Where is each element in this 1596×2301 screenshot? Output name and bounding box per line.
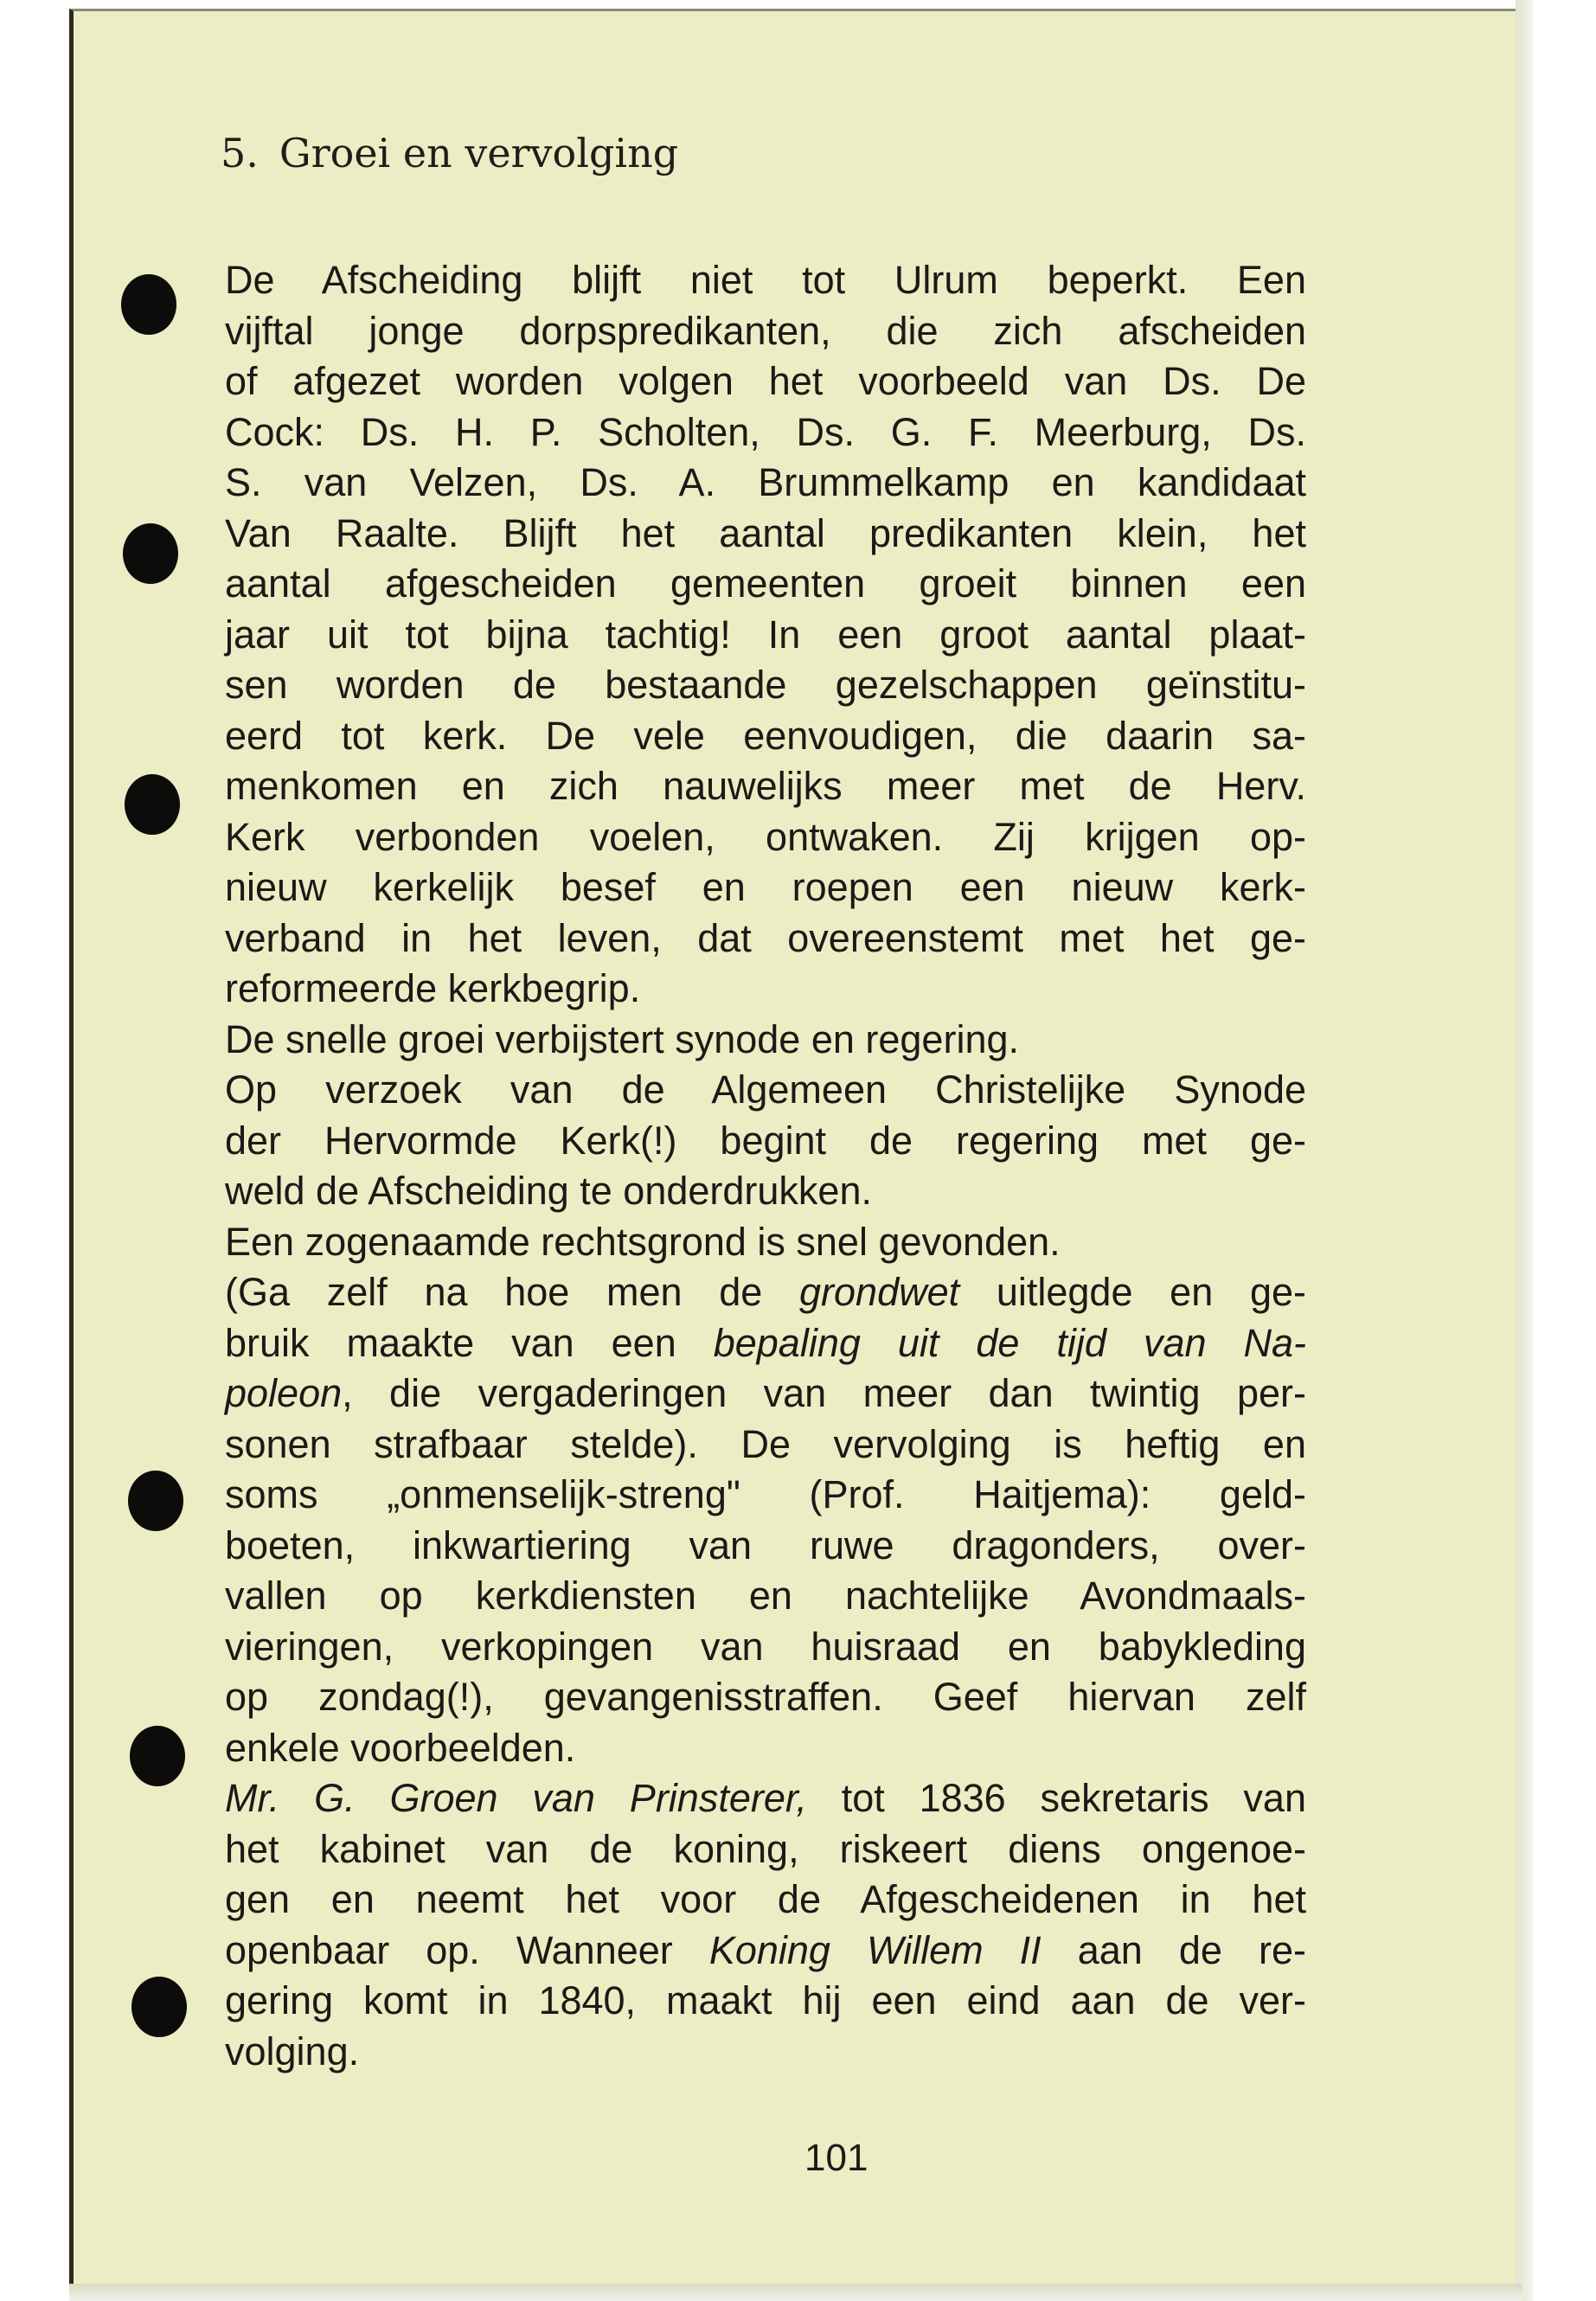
binder-hole [130, 1726, 185, 1786]
text-line: Cock: Ds. H. P. Scholten, Ds. G. F. Meerburg, Ds. [225, 409, 1306, 454]
text-line: openbaar op. Wanneer Koning Willem II aan de re- [225, 1927, 1307, 1972]
page-bottom-edge [69, 2284, 1522, 2301]
text-line: gering komt in 1840, maakt hij een eind aan de ver- [225, 1978, 1306, 2022]
text-line: sen worden de bestaande gezelschappen geïnstitu- [225, 663, 1306, 707]
section-title: Groei en vervolging [279, 130, 679, 176]
text-line: S. van Velzen, Ds. A. Brummelkamp en kandidaat [225, 460, 1306, 504]
text-line: nieuw kerkelijk besef en roepen een nieuw kerk- [225, 865, 1306, 909]
body-text [225, 255, 1306, 2077]
text-line: boeten, inkwartiering van ruwe dragonders, over- [225, 1522, 1306, 1567]
emphasis: grondwet [799, 1270, 960, 1314]
text-line: vijftal jonge dorpspredikanten, die zich afscheiden [225, 308, 1306, 353]
text-line: of afgezet worden volgen het voorbeeld van Ds. De [225, 359, 1306, 403]
text-line: soms „onmenselijk-streng" (Prof. Haitjema): geld- [225, 1472, 1306, 1516]
text-line: Mr. G. Groen van Prinsterer, tot 1836 sekretaris van [225, 1776, 1306, 1820]
text-line: reformeerde kerkbegrip. [225, 966, 641, 1010]
text-line: vallen op kerkdiensten en nachtelijke Avondmaals- [225, 1574, 1306, 1618]
text-line: Kerk verbonden voelen, ontwaken. Zij krijgen op- [225, 814, 1306, 859]
text-line: Van Raalte. Blijft het aantal predikanten klein, het [225, 510, 1306, 555]
binder-hole [123, 523, 178, 584]
text-line: De snelle groei verbijstert synode en regering. [225, 1016, 1019, 1061]
text-line: der Hervormde Kerk(!) begint de regering met ge- [225, 1118, 1306, 1163]
section-heading [221, 130, 678, 176]
text-line: het kabinet van de koning, riskeert diens ongenoe- [225, 1826, 1306, 1871]
text-line: eerd tot kerk. De vele eenvoudigen, die daarin sa- [225, 713, 1306, 758]
text-line: gen en neemt het voor de Afgescheidenen in het [225, 1877, 1306, 1921]
text-line: aantal afgescheiden gemeenten groeit binnen een [225, 561, 1306, 606]
text-line: op zondag(!), gevangenisstraffen. Geef hiervan zelf [225, 1675, 1306, 1719]
text-line: Op verzoek van de Algemeen Christelijke Synode [225, 1067, 1306, 1112]
text-line: menkomen en zich nauwelijks meer met de Herv. [225, 764, 1306, 808]
emphasis: poleon [225, 1371, 343, 1415]
text-line: verband in het leven, dat overeenstemt met het ge- [225, 915, 1306, 960]
emphasis: Koning Willem II [708, 1927, 1042, 1972]
text-line: weld de Afscheiding te onderdrukken. [225, 1169, 872, 1213]
emphasis: bepaling uit de tijd van Na- [713, 1320, 1307, 1365]
text-line: jaar uit tot bijna tachtig! In een groot aantal plaat- [225, 612, 1306, 657]
text-line: bruik maakte van een bepaling uit de tijd van Na- [225, 1320, 1307, 1365]
section-number: 5. [221, 130, 259, 176]
binder-hole [131, 1977, 187, 2037]
page-edge [1516, 0, 1533, 2301]
text-line: enkele voorbeelden. [225, 1725, 576, 1770]
text-line: volging. [225, 2029, 360, 2073]
binder-hole [128, 1471, 183, 1531]
page-number: 101 [804, 2137, 869, 2179]
text-line: (Ga zelf na hoe men de grondwet uitlegde en ge- [225, 1270, 1306, 1314]
text-line: De Afscheiding blijft niet tot Ulrum beperkt. Een [225, 258, 1306, 302]
text-line: sonen strafbaar stelde). De vervolging is heftig en [225, 1421, 1306, 1466]
binder-hole [125, 774, 180, 835]
text-line: vieringen, verkopingen van huisraad en babykleding [225, 1624, 1306, 1669]
text-line: poleon, die vergaderingen van meer dan twintig per- [225, 1371, 1306, 1415]
emphasis: Mr. G. Groen van Prinsterer, [225, 1776, 807, 1820]
binder-hole [121, 274, 176, 335]
text-line: Een zogenaamde rechtsgrond is snel gevonden. [225, 1219, 1061, 1264]
